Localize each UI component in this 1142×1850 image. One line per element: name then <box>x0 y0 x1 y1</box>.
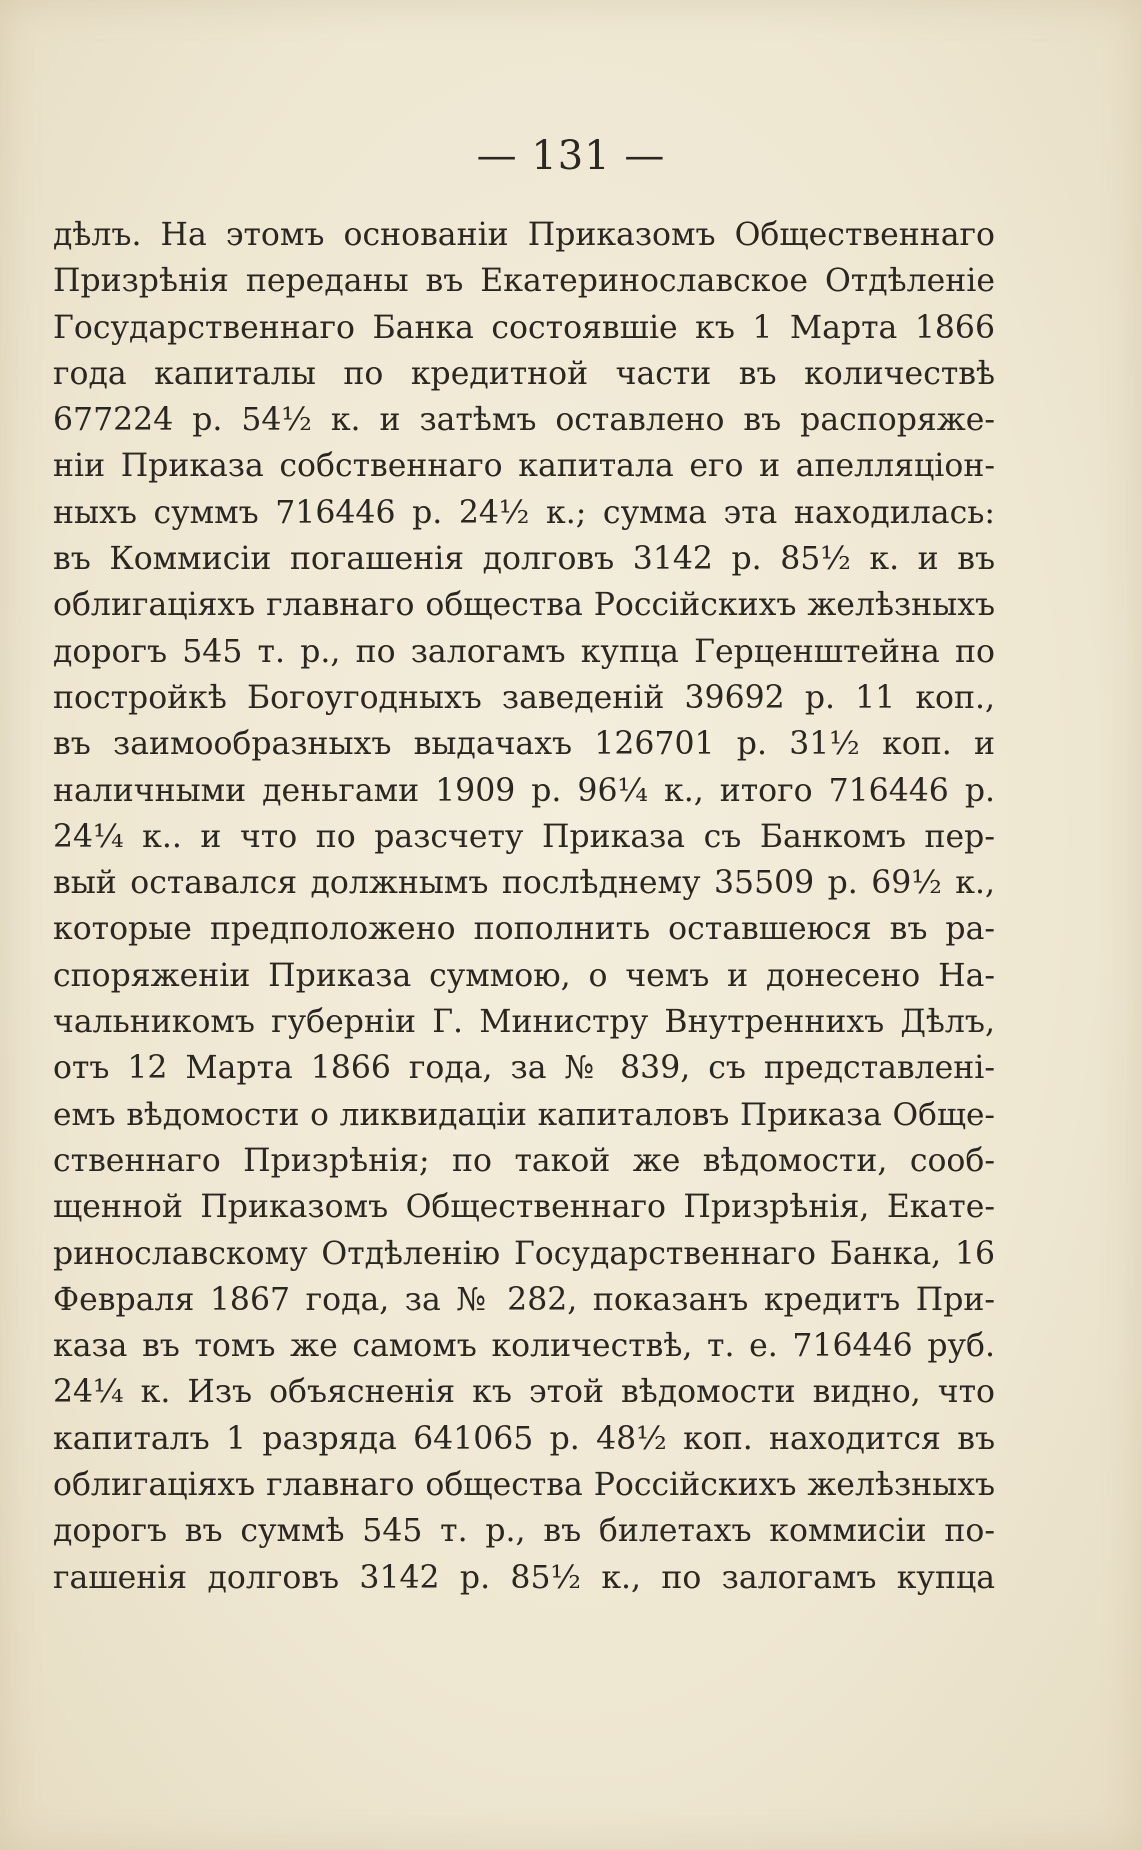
text-line: Государственнаго Банка состоявшiе къ 1 Марта 1866 <box>53 309 995 346</box>
text-line: 24¼ к. Изъ объясненiя къ этой вѣдомости видно, что <box>53 1374 995 1411</box>
body-text <box>53 212 995 1601</box>
text-line: дорогъ въ суммѣ 545 т. р., въ билетахъ коммисiи по- <box>53 1513 995 1550</box>
text-line: капиталъ 1 разряда 641065 р. 48½ коп. находится въ <box>53 1420 995 1457</box>
text-line: года капиталы по кредитной части въ количествѣ <box>53 355 995 392</box>
text-line: ственнаго Призрѣнiя; по такой же вѣдомости, сооб- <box>53 1142 995 1179</box>
text-line: наличными деньгами 1909 р. 96¼ к., итого 716446 р. <box>53 772 995 809</box>
page-number: — 131 — <box>476 133 666 179</box>
text-line: гашенiя долговъ 3142 р. 85½ к., по залогамъ купца <box>53 1559 995 1596</box>
text-line: въ Коммисiи погашенiя долговъ 3142 р. 85½ к. и въ <box>53 541 995 578</box>
text-line: облигацiяхъ главнаго общества Россiйскихъ желѣзныхъ <box>53 587 995 624</box>
text-line: дѣлъ. На этомъ основанiи Приказомъ Общественнаго <box>53 217 995 253</box>
text-line: ринославскому Отдѣленiю Государственнаго Банка, 16 <box>53 1235 995 1272</box>
text-line: Призрѣнiя переданы въ Екатеринославское Отдѣленiе <box>53 263 995 300</box>
text-line: вый оставался должнымъ послѣднему 35509 р. 69½ к., <box>53 865 995 902</box>
text-line: въ заимообразныхъ выдачахъ 126701 р. 31½ коп. и <box>53 726 995 763</box>
text-line: емъ вѣдомости о ликвидацiи капиталовъ Приказа Обще- <box>53 1096 995 1133</box>
text-line: чальникомъ губернiи Г. Министру Внутреннихъ Дѣлъ, <box>53 1004 995 1041</box>
text-line: нiи Приказа собственнаго капитала его и апелляцiон- <box>53 448 995 485</box>
text-line: отъ 12 Марта 1866 года, за № 839, съ представленi- <box>53 1050 995 1087</box>
text-line: дорогъ 545 т. р., по залогамъ купца Герценштейна по <box>53 633 995 670</box>
text-line: споряженiи Приказа суммою, о чемъ и донесено На- <box>53 957 995 994</box>
text-line: ныхъ суммъ 716446 р. 24½ к.; сумма эта находилась: <box>53 494 995 531</box>
text-line: 677224 р. 54½ к. и затѣмъ оставлено въ распоряже- <box>53 402 995 439</box>
text-line: которые предположено пополнить оставшеюся въ ра- <box>53 911 995 948</box>
text-line: 24¼ к.. и что по разсчету Приказа съ Банкомъ пер- <box>53 818 995 855</box>
text-line: постройкѣ Богоугодныхъ заведенiй 39692 р. 11 коп., <box>53 679 995 716</box>
text-line: каза въ томъ же самомъ количествѣ, т. е. 716446 руб. <box>53 1328 995 1365</box>
text-line: облигацiяхъ главнаго общества Россiйскихъ желѣзныхъ <box>53 1467 995 1504</box>
text-line: Февраля 1867 года, за № 282, показанъ кредитъ При- <box>53 1281 995 1318</box>
text-line: щенной Приказомъ Общественнаго Призрѣнiя, Екате- <box>53 1189 995 1226</box>
